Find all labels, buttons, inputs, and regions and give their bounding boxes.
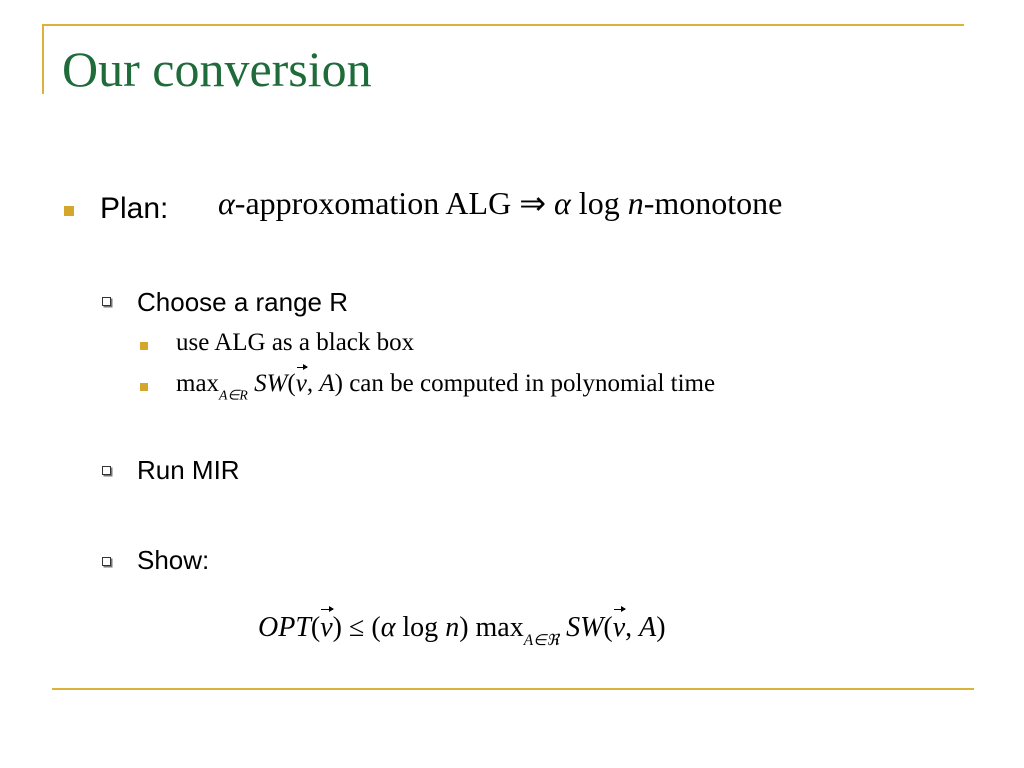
bullet-square-icon [140,342,148,350]
item-show: Show: [137,545,210,575]
plan-label: Plan: [100,192,169,225]
top-border-line [42,24,964,26]
max-text: max [176,370,220,397]
implies-arrow-icon: ⇒ [519,185,546,221]
item-run-mir: Run MIR [137,455,240,485]
v-vector: v [295,370,307,397]
max-subscript: A∈R [219,387,248,403]
leq-symbol: ≤ [349,612,365,643]
subitem-polynomial: $\max_{A\in R} SW(v$, A) can be computed in polynomial time [176,370,716,403]
bullet-square-icon [64,206,74,216]
left-border-line [42,24,44,94]
n-symbol: n [445,612,460,643]
log-text: log [570,185,628,221]
a-symbol: A [319,370,335,397]
formula-monotone-text: -monotone [643,185,783,221]
sw-symbol: SW [566,612,604,643]
bullet-square-icon [140,383,148,391]
a-symbol: A [639,612,657,643]
n-symbol: n [627,185,644,221]
bottom-border-line [52,688,974,690]
slide-title: Our conversion [62,41,372,97]
inequality-formula: OPT(v) ≤ (α log n) $\max_{A\in ℜ} SW(v$, A) [258,612,666,650]
plan-formula [218,184,782,222]
open-square-bullet-icon [102,466,111,475]
item-choose-range: Choose a range R [137,287,349,317]
max-text: max [475,612,524,643]
subitem-black-box: use ALG as a black box [176,329,415,356]
opt-symbol: OPT [258,612,311,643]
open-square-bullet-icon [102,297,111,306]
polynomial-text: can be computed in polynomial time [349,370,716,397]
open-square-bullet-icon [102,557,111,566]
log-text: log [402,612,439,643]
sw-symbol: SW [254,370,288,397]
alpha-symbol: α [218,185,235,221]
v-vector: v [320,612,333,643]
formula-approx-text: -approxomation ALG [234,185,520,221]
alpha-symbol-2: α [554,185,571,221]
alpha-symbol: α [380,612,396,643]
max-subscript: A∈ℜ [523,632,560,650]
v-vector: v [612,612,626,643]
